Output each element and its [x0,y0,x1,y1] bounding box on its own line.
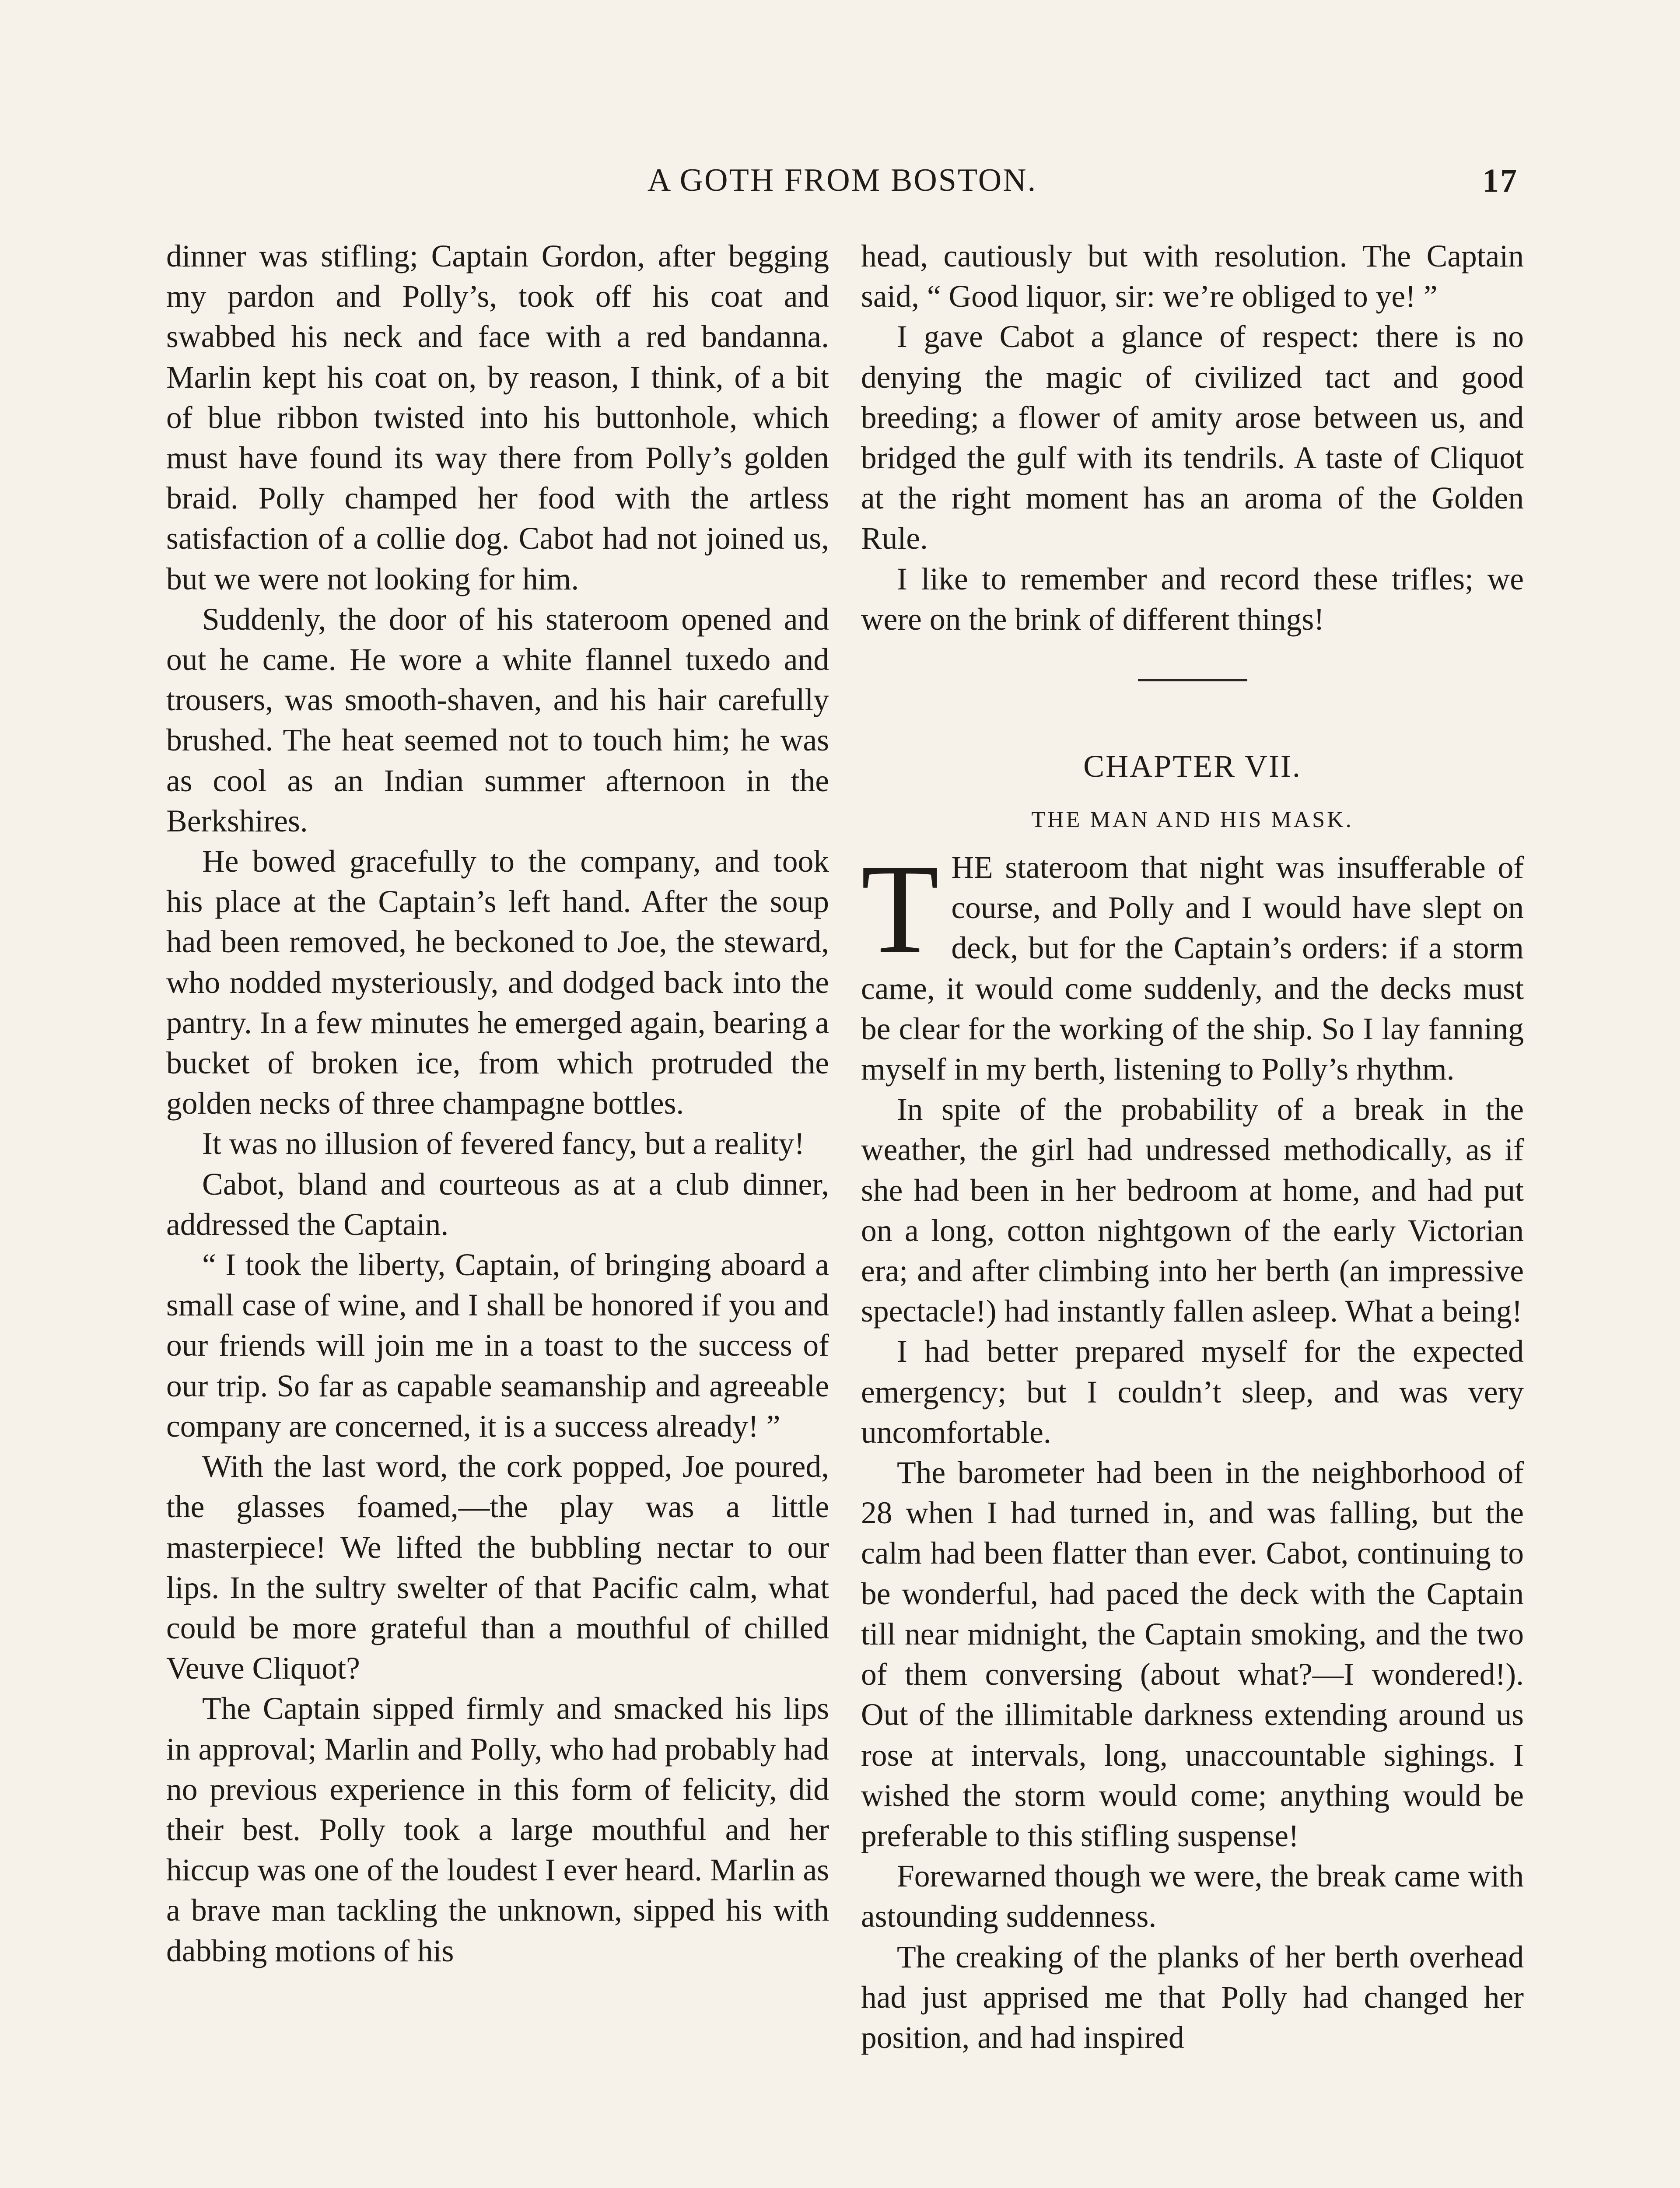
page-number: 17 [1482,162,1518,199]
paragraph: I like to remember and record these trifles; we were on the brink of different things! [861,561,1524,637]
paragraph: Suddenly, the door of his stateroom opened and out he came. He wore a white flannel tuxedo and trousers, was smooth-shaven, and his hair carefully brushed. The heat seemed not to touch him; he was as cool as an Indian summer afternoon in the Berkshires. [166,602,829,838]
chapter-title: CHAPTER VII. [1083,749,1302,784]
paragraph: I had better prepared myself for the expected emergency; but I couldn’t sleep, and was very uncomfortable. [861,1334,1524,1450]
running-title: A GOTH FROM BOSTON. [647,162,1037,198]
paragraph: The Captain sipped firmly and smacked his lips in approval; Marlin and Polly, who had probably had no previous experience in this form of felicity, did their best. Polly took a large mouthful and her hiccup was one of the loudest I ever heard. Marlin as a brave man tackling the unknown, sipped his with dabbing motions of his [166,1691,829,1968]
paragraph: “ I took the liberty, Captain, of bringing aboard a small case of wine, and I shall be honored if you and our friends will join me in a toast to the success of our trip. So far as capable seamanship and agreeable company are concerned, it is a success already! ” [166,1248,829,1444]
drop-cap: T [861,838,939,980]
running-head [166,162,1518,210]
left-column [166,236,829,1971]
paragraph: He bowed gracefully to the company, and took his place at the Captain’s left hand. After the soup had been removed, he beckoned to Joe, the steward, who nodded mysteriously, and dodged back into the pantry. In a few minutes he emerged again, bearing a bucket of broken ice, from which protruded the golden necks of three champagne bottles. [166,844,829,1121]
section-divider [1138,679,1247,681]
paragraph: I gave Cabot a glance of respect: there is no denying the magic of civilized tact and good breeding; a flower of amity arose between us, and bridged the gulf with its tendrils. A taste of Cliquot at the right moment has an aroma of the Golden Rule. [861,319,1524,556]
paragraph: With the last word, the cork popped, Joe poured, the glasses foamed,—the play was a little masterpiece! We lifted the bubbling nectar to our lips. In the sultry swelter of that Pacific calm, what could be more grateful than a mouthful of chilled Veuve Cliquot? [166,1449,829,1686]
paragraph: dinner was stifling; Captain Gordon, after begging my pardon and Polly’s, took off his coat and swabbed his neck and face with a red bandanna. Marlin kept his coat on, by reason, I think, of a bit of blue ribbon twisted into his buttonhole, which must have found its way there from Polly’s golden braid. Polly champed her food with the artless satisfaction of a collie dog. Cabot had not joined us, but we were not looking for him. [166,239,829,596]
right-column [861,236,1524,2058]
chapter-opening-paragraph [861,838,1524,1090]
paragraph: Forewarned though we were, the break came with astounding suddenness. [861,1859,1524,1934]
paragraph: It was no illusion of fevered fancy, but a reality! [202,1126,805,1161]
paragraph: In spite of the probability of a break in the weather, the girl had undressed methodically, as if she had been in her bedroom at home, and had put on a long, cotton nightgown of the early Victorian era; and after climbing into her berth (an impressive spectacle!) had instantly fallen asleep. What a being! [861,1092,1524,1329]
paragraph: Cabot, bland and courteous as at a club dinner, addressed the Captain. [166,1167,829,1242]
paragraph: The barometer had been in the neighborhood of 28 when I had turned in, and was falling, but the calm had been flatter than ever. Cabot, continuing to be wonderful, had paced the deck with the Captain till near midnight, the Captain smoking, and the two of them conversing (about what?—I wondered!). Out of the illimitable darkness extending around us rose at intervals, long, unaccountable sighings. I wished the storm would come; anything would be preferable to this stifling suspense! [861,1455,1524,1853]
paragraph: The creaking of the planks of her berth overhead had just apprised me that Polly had changed her position, and had inspired [861,1939,1524,2055]
chapter-subtitle: THE MAN AND HIS MASK. [1031,807,1354,833]
opening-text: HE stateroom that night was insufferable of course, and Polly and I would have slept on deck, but for the Captain’s orders: if a storm came, it would come suddenly, and the decks must be clear for the working of the ship. So I lay fanning myself in my berth, listening to Polly’s rhythm. [861,850,1524,1087]
paragraph: head, cautiously but with resolution. The Captain said, “ Good liquor, sir: we’re obliged to ye! ” [861,239,1524,314]
